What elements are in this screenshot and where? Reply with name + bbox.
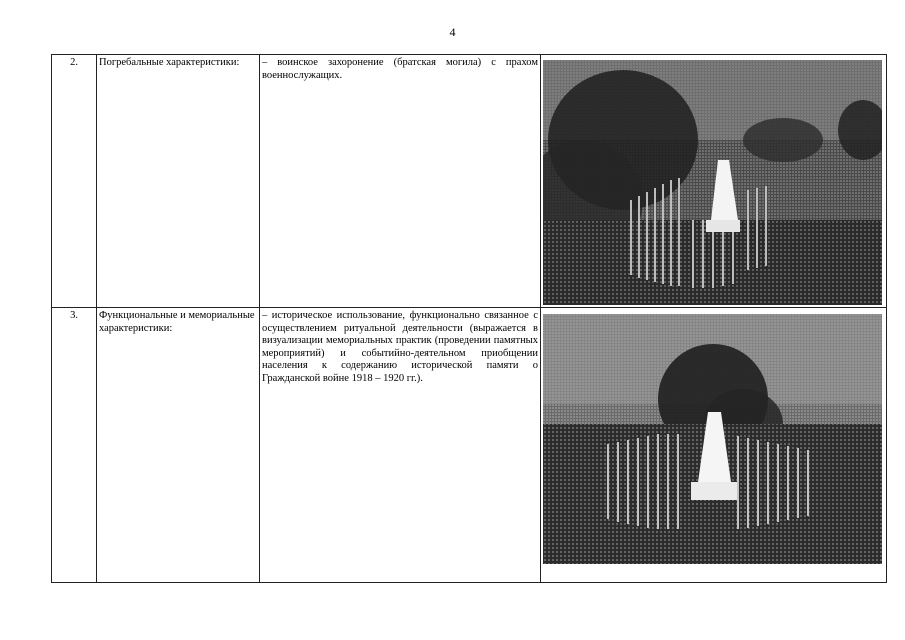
table-row [52,308,887,583]
row-number: 3. [52,308,97,583]
row-number: 2. [52,55,97,308]
characteristics-table [51,54,887,583]
grave-photo [543,60,882,305]
photo-cell [541,55,887,308]
characteristic-name: Функциональные и мемориальные характеристики: [97,308,260,583]
grave-photo [543,314,882,564]
table-row [52,55,887,308]
photo-cell [541,308,887,583]
page-number: 4 [449,25,456,39]
characteristic-description: – воинское захоронение (братская могила) с прахом военнослужащих. [260,55,541,308]
characteristic-description: – историческое использование, функционально связанное с осуществлением ритуальной деятельности (выражается в визуализации мемориальных практик (проведении памятных мероприятий) и событийно-деятельном приобщении населения к содержанию исторической памяти о Гражданской войне 1918 – 1920 гг.). [260,308,541,583]
characteristic-name: Погребальные характеристики: [97,55,260,308]
